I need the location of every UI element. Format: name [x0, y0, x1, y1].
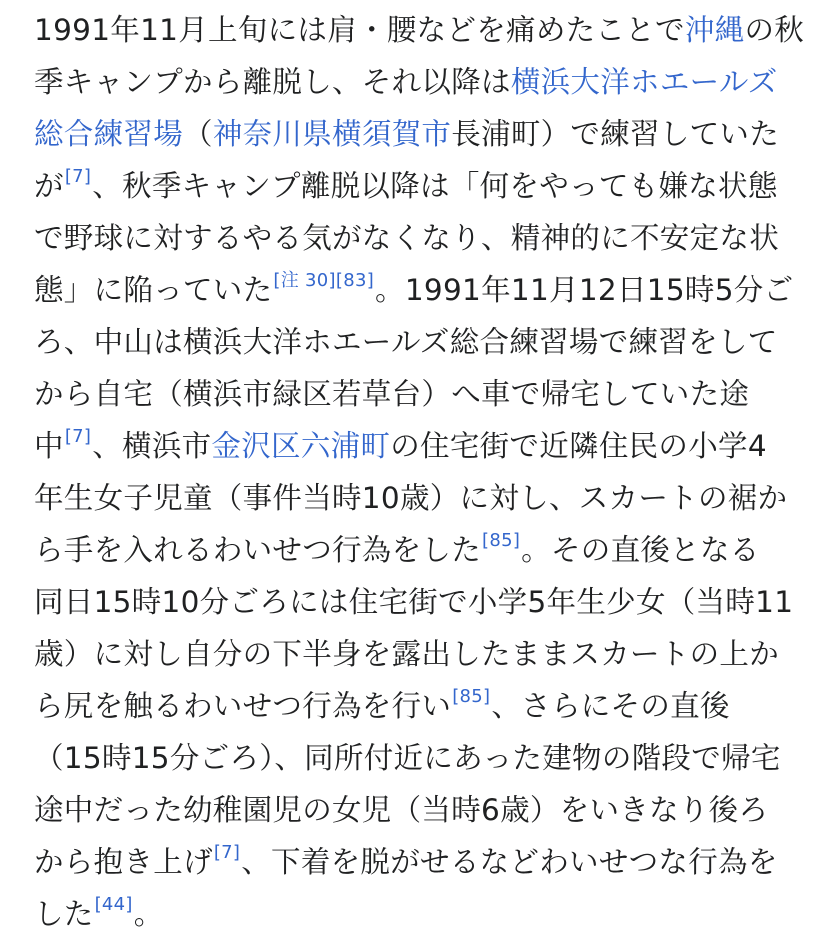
paragraph-text: で野球に対するやる気がなくなり、精神的に不安定な状 [34, 221, 779, 255]
paragraph-text: ら尻を触るわいせつ行為を行い [34, 689, 452, 723]
article-paragraph [34, 4, 805, 940]
paragraph-text: 年生女子児童（事件当時10歳）に対し、スカートの裾か [34, 481, 788, 515]
citation-link[interactable]: [44] [94, 894, 133, 915]
text-line [34, 576, 794, 628]
citation-link[interactable]: [7] [64, 166, 92, 187]
paragraph-text: 途中だった幼稚園児の女児（当時6歳）をいきなり後ろ [34, 793, 769, 827]
paragraph-text: の住宅街で近隣住民の小学4 [390, 429, 767, 463]
paragraph-text: 。その直後となる [521, 533, 760, 567]
article-link[interactable]: 横須賀市 [332, 117, 452, 151]
article-link[interactable]: 横浜大洋ホエールズ [510, 65, 778, 99]
text-line [34, 472, 794, 524]
paragraph-text: 態」に陥っていた [34, 273, 273, 307]
text-line [34, 524, 794, 576]
paragraph-text: 。 [133, 897, 164, 931]
text-line [34, 420, 794, 472]
paragraph-text: が [34, 169, 64, 203]
paragraph-text: 。1991年11月12日15時5分ご [375, 273, 794, 307]
paragraph-text: （ [183, 117, 213, 151]
text-line [34, 264, 794, 316]
text-line [34, 888, 794, 940]
text-line [34, 316, 794, 368]
paragraph-text: 季キャンプから離脱し、それ以降は [34, 65, 511, 99]
paragraph-text: 同日15時10分ごろには住宅街で小学5年生少女（当時11 [34, 585, 794, 619]
paragraph-text: 歳）に対し自分の下半身を露出したままスカートの上か [34, 637, 779, 671]
article-link[interactable]: 金沢区 [211, 429, 301, 463]
paragraph-text: から自宅（横浜市緑区若草台）へ車で帰宅していた途 [34, 377, 750, 411]
text-line [34, 4, 805, 56]
paragraph-text: の秋 [744, 13, 805, 47]
article-link[interactable]: 沖縄 [684, 13, 745, 47]
citation-link[interactable]: [7] [213, 842, 241, 863]
paragraph-text: 中 [34, 429, 64, 463]
text-line [34, 680, 794, 732]
article-link[interactable]: 総合練習場 [34, 117, 184, 151]
citation-link[interactable]: [85] [452, 686, 491, 707]
text-line [34, 836, 794, 888]
paragraph-text: 、下着を脱がせるなどわいせつな行為を [241, 845, 778, 879]
paragraph-text: ろ、中山は横浜大洋ホエールズ総合練習場で練習をして [34, 325, 778, 359]
paragraph-text: から抱き上げ [34, 845, 213, 879]
citation-link[interactable]: [注 30][83] [273, 270, 375, 291]
citation-link[interactable]: [7] [64, 426, 92, 447]
text-line [34, 212, 794, 264]
text-line [34, 784, 794, 836]
article-link[interactable]: 六浦町 [300, 429, 391, 463]
text-line [34, 628, 794, 680]
paragraph-text: 長浦町）で練習していた [451, 117, 780, 151]
paragraph-text: 、さらにその直後 [491, 689, 730, 723]
paragraph-text: 、横浜市 [92, 429, 212, 463]
paragraph-text: 1991年11月上旬には肩・腰などを痛めたことで [34, 13, 685, 47]
text-line [34, 56, 794, 108]
paragraph-text: した [34, 897, 94, 931]
paragraph-text: ら手を入れるわいせつ行為をした [34, 533, 482, 567]
text-line [34, 732, 794, 784]
paragraph-text: 、秋季キャンプ離脱以降は「何をやっても嫌な状態 [92, 169, 778, 203]
paragraph-text: （15時15分ごろ）、同所付近にあった建物の階段で帰宅 [34, 741, 781, 775]
citation-link[interactable]: [85] [482, 530, 521, 551]
text-line [34, 108, 794, 160]
text-line [34, 368, 794, 420]
text-line [34, 160, 794, 212]
article-link[interactable]: 神奈川県 [212, 117, 333, 151]
